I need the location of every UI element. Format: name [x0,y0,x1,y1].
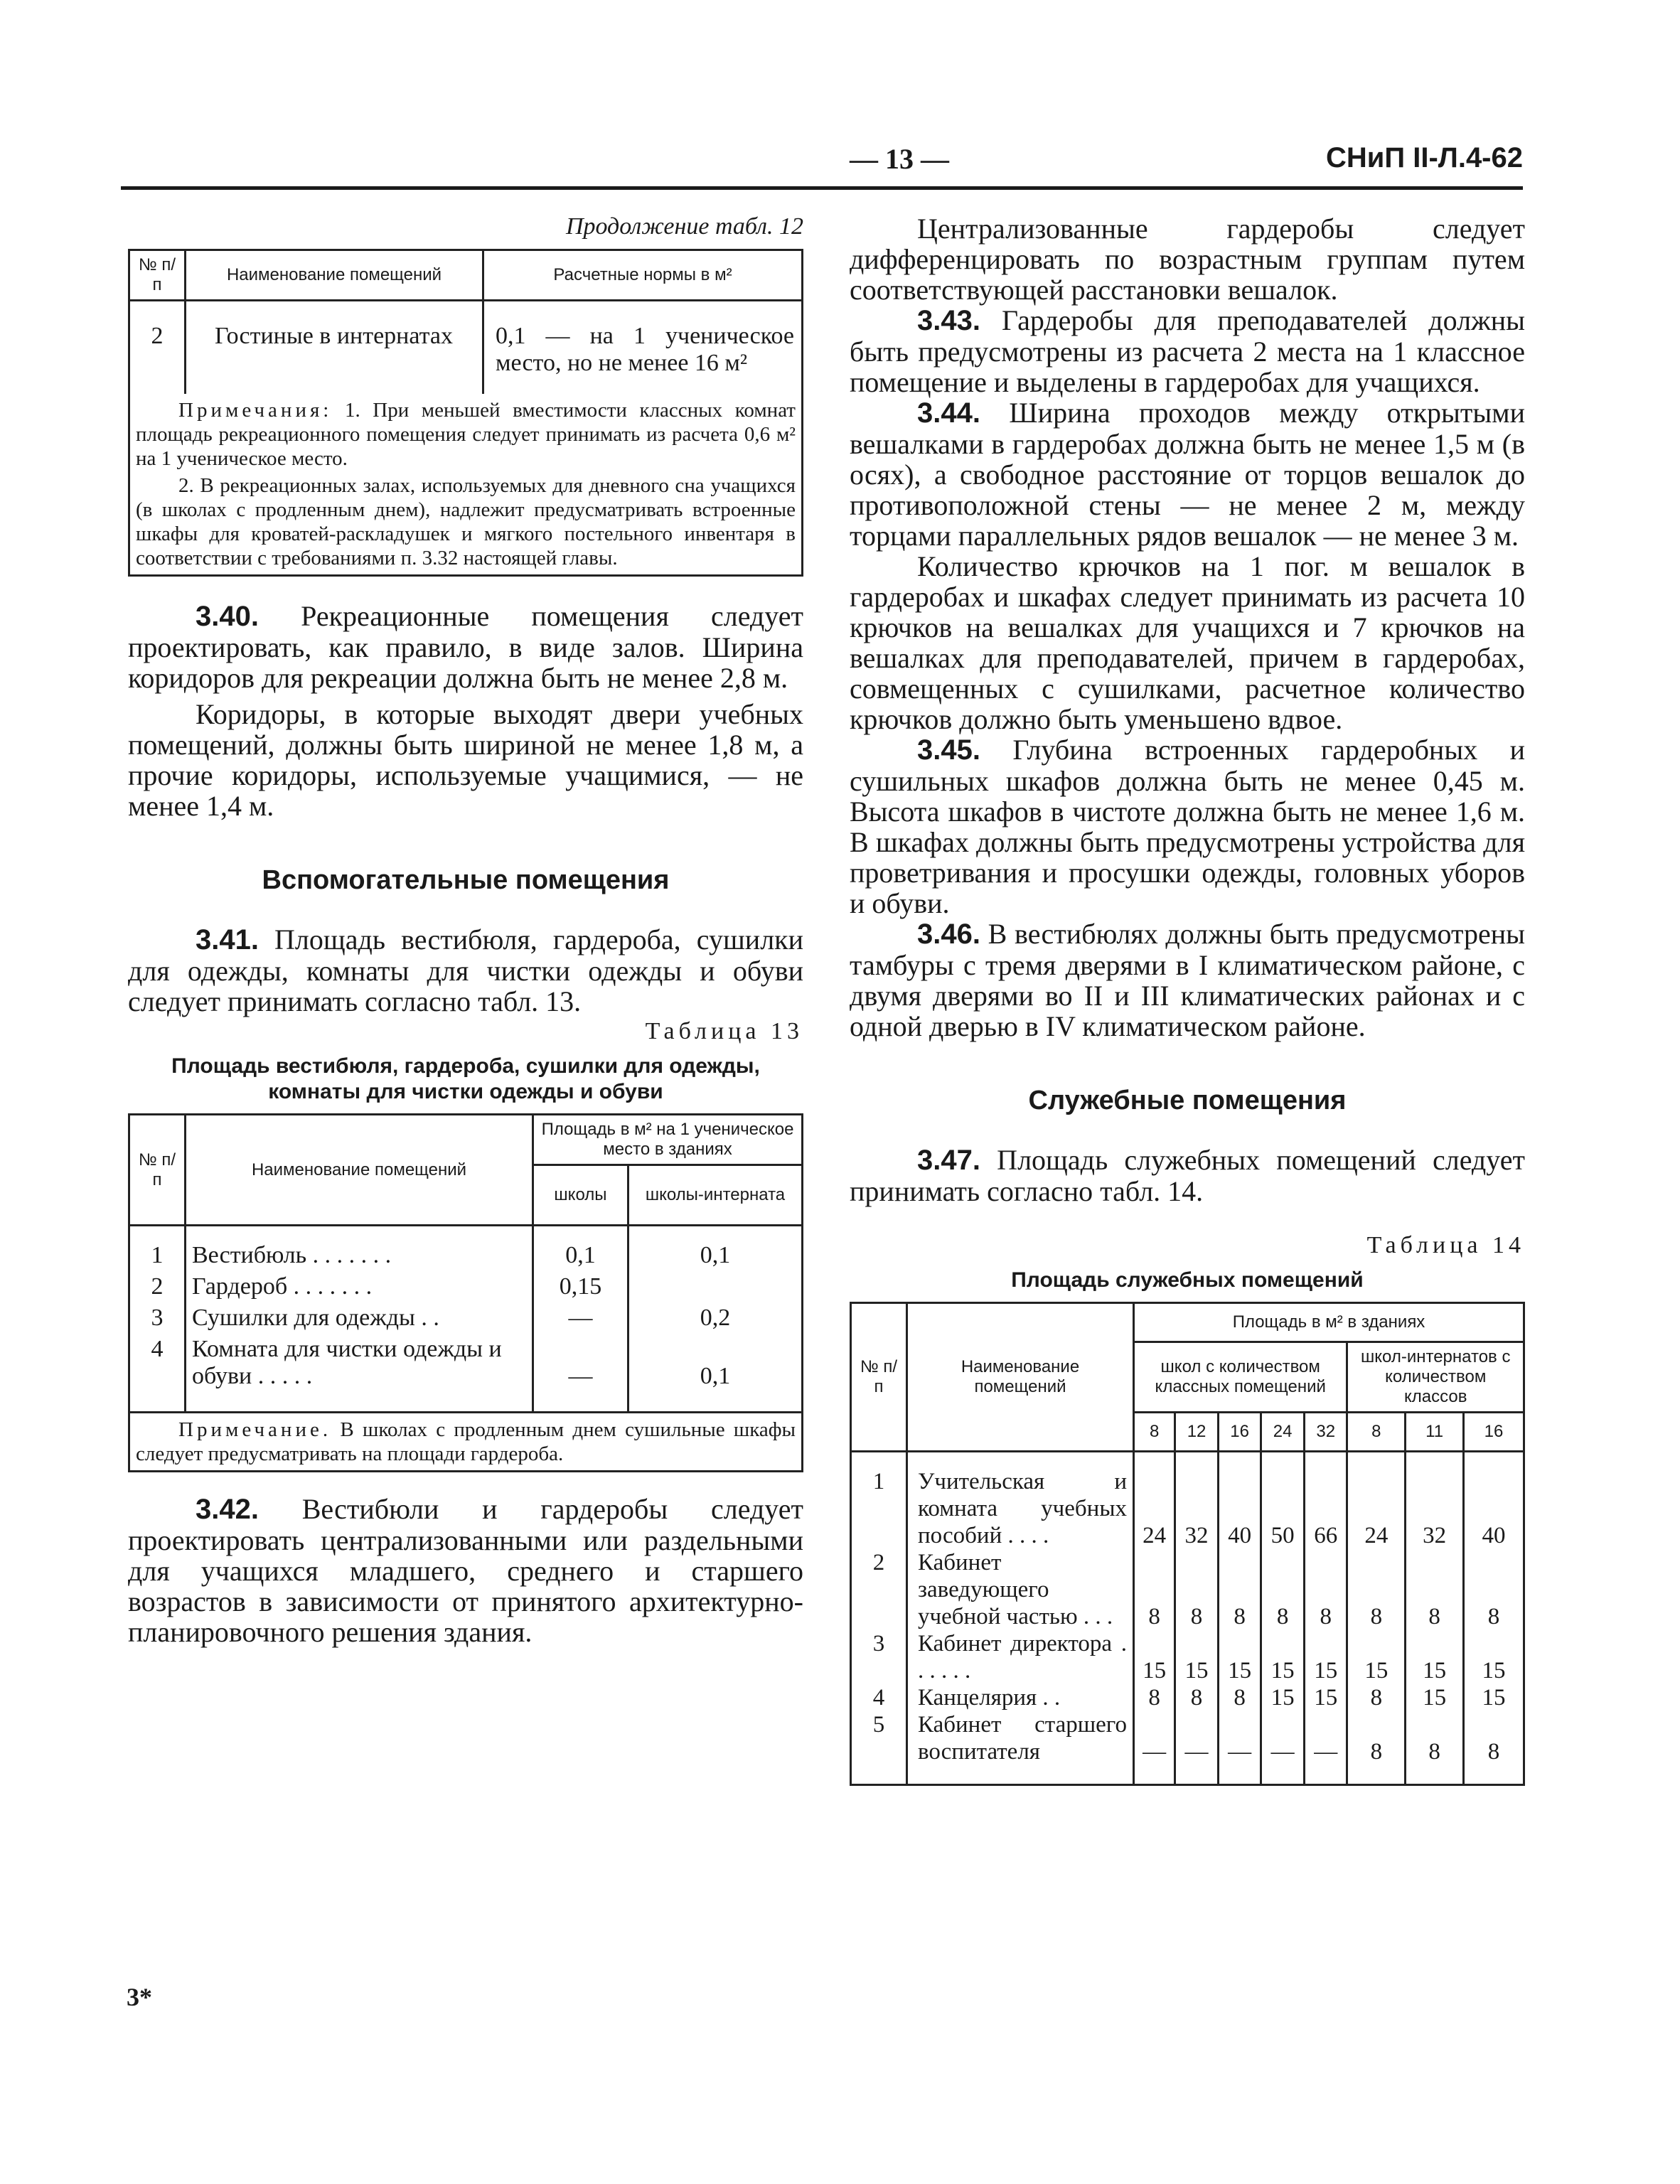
table12-col-num: № п/п [129,250,186,301]
row-value: 8 [1464,1549,1524,1630]
table-row [851,1452,1524,1550]
note-1: Примечания: 1. При меньшей вместимости классных комнат площадь рекреационного помещения следует принимать из расчета 0,6 м² на 1 ученическое место. [136,399,796,470]
row-value: 8 [1304,1549,1347,1630]
table14-col-num: № п/п [851,1303,907,1452]
paragraph-3-40-cont: Коридоры, в которые выходят двери учебных помещений, должны быть шириной не менее 1,8 м, а прочие коридоры, используемые учащимися, — не менее 1,4 м. [128,698,803,822]
table13-title: Площадь вестибюля, гардероба, сушилки для одежды, комнаты для чистки одежды и обуви [171,1054,760,1103]
row-value: 15 [1464,1684,1524,1711]
table13-col-name: Наименование помещений [186,1115,533,1226]
row-num: 5 [851,1711,907,1785]
row-value: 24 [1347,1452,1406,1550]
row-name: Вестибюль . . . . . . . [186,1226,533,1274]
row-value: 15 [1261,1684,1305,1711]
table-row [129,301,803,395]
row-school: — [533,1305,628,1336]
table13-header-top [129,1115,803,1165]
table13-col-boarding: школы-интерната [628,1165,802,1226]
paragraph-3-40: 3.40. Рекреационные помещения следует проектировать, как правило, в виде залов. Ширина коридоров для рекреации должна быть не менее 2,8 м. [128,600,803,694]
row-num: 1 [129,1226,186,1274]
row-value: 8 [1406,1711,1464,1785]
row-value: 8 [1218,1684,1261,1711]
row-value: 40 [1218,1452,1261,1550]
row-name: Гардероб . . . . . . . [186,1273,533,1305]
table-row [129,1226,803,1274]
header-rule [121,186,1523,190]
paragraph-3-41: 3.41. Площадь вестибюля, гардероба, сушилки для одежды, комнаты для чистки одежды и обуви следует принимать согласно табл. 13. [128,924,803,1017]
paragraph-3-44-cont: Количество крючков на 1 пог. м вешалок в гардеробах и шкафах следует принимать из расчета 10 крючков на вешалках для учащихся и 7 крючков на вешалках для преподавателей, причем в гардеробах, совмещенных с сушилками, расчетное количество крючков должно быть уменьшено вдвое. [850,550,1525,735]
note-2: 2. В рекреационных залах, используемых для дневного сна учащихся (в школах с продленным днем), надлежит предусматривать встроенные шкафы для кроватей-раскладушек и мягкого постельного инвентаря в соответствии с требованиями п. 3.32 настоящей главы. [136,474,796,569]
row-num: 3 [851,1630,907,1684]
table14-col-schools: школ с количеством классных помещений [1134,1342,1347,1413]
table14-header-top [851,1303,1524,1342]
row-name: Кабинет директора . . . . . . [907,1630,1134,1684]
table14-body [851,1452,1524,1785]
row-value: 8 [1175,1684,1219,1711]
row-value: 15 [1347,1630,1406,1684]
table14-label: Таблица 14 [1366,1232,1525,1258]
table-row [129,1336,803,1413]
row-value: — [1304,1711,1347,1785]
size-header: 16 [1464,1413,1524,1452]
table12-caption: Продолжение табл. 12 [565,213,803,240]
row-value: 24 [1134,1452,1175,1550]
section-aux-heading: Вспомогательные помещения [262,865,670,895]
left-column [128,213,803,1647]
row-num: 1 [851,1452,907,1550]
row-value: — [1134,1711,1175,1785]
row-boarding: 0,1 [628,1226,802,1274]
row-name: Учительская и комната учебных пособий . . . . [907,1452,1134,1550]
row-boarding [628,1273,802,1305]
table-row [851,1549,1524,1630]
right-column [850,213,1525,1786]
table12-header [129,250,803,301]
table12-col-name: Наименование помещений [186,250,483,301]
row-name: Канцелярия . . [907,1684,1134,1711]
row-num: 4 [129,1336,186,1413]
row-value: 15 [1406,1684,1464,1711]
page-header [121,142,1523,188]
row-norm: 0,1 — на 1 ученическое место, но не менее 16 м² [483,301,803,395]
row-name: Комната для чистки одежды и обуви . . . . . [186,1336,533,1413]
size-header: 11 [1406,1413,1464,1452]
row-value: 8 [1134,1549,1175,1630]
row-value: 8 [1347,1711,1406,1785]
size-header: 8 [1347,1413,1406,1452]
paragraph-3-46: 3.46. В вестибюлях должны быть предусмотрены тамбуры с тремя дверями в I климатическом районе, с двумя дверями во II и III климатических районах и с одной дверью в IV климатическом районе. [850,918,1525,1042]
row-num: 3 [129,1305,186,1336]
table-row [851,1630,1524,1684]
row-school: 0,15 [533,1273,628,1305]
table14-col-boarding: школ-интернатов с количеством классов [1347,1342,1524,1413]
paragraph-3-42: 3.42. Вестибюли и гардеробы следует проектировать централизованными или раздельными для учащихся младшего, среднего и старшего возрастов в зависимости от принятого архитектурно-планировочного решения здания. [128,1493,803,1648]
row-num: 4 [851,1684,907,1711]
row-num: 2 [851,1549,907,1630]
row-value: 40 [1464,1452,1524,1550]
size-header: 16 [1218,1413,1261,1452]
table13-note-row [129,1413,803,1472]
table12-notes [129,394,803,576]
table14-title: Площадь служебных помещений [1011,1268,1364,1292]
paragraph-wardrobes-cont: Централизованные гардеробы следует дифференцировать по возрастным группам путем соответствующей расстановки вешалок. [850,213,1525,306]
row-boarding: 0,2 [628,1305,802,1336]
row-value: — [1175,1711,1219,1785]
row-value: — [1218,1711,1261,1785]
paragraph-3-44: 3.44. Ширина проходов между открытыми вешалками в гардеробах должна быть не менее 1,5 м (в осях), а свободное расстояние от торцов вешалок до противоположной стены — не менее 2 м, между торцами параллельных рядов вешалок — не менее 3 м. [850,397,1525,552]
table14-col-area: Площадь в м² в зданиях [1134,1303,1524,1342]
table12 [128,249,803,577]
row-name: Сушилки для одежды . . [186,1305,533,1336]
row-school: 0,1 [533,1226,628,1274]
row-value: 66 [1304,1452,1347,1550]
row-value: — [1261,1711,1305,1785]
row-value: 32 [1406,1452,1464,1550]
size-header: 32 [1304,1413,1347,1452]
signature-mark: 3* [127,1983,152,2011]
row-value: 8 [1464,1711,1524,1785]
section-service-heading: Служебные помещения [1028,1086,1347,1115]
size-header: 8 [1134,1413,1175,1452]
row-value: 15 [1304,1630,1347,1684]
table-row [129,1305,803,1336]
page-number: — 13 — [850,143,949,175]
row-value: 32 [1175,1452,1219,1550]
row-value: 8 [1175,1549,1219,1630]
table13 [128,1113,803,1472]
row-value: 8 [1134,1684,1175,1711]
row-school: — [533,1336,628,1413]
table14-col-name: Наименование помещений [907,1303,1134,1452]
paragraph-3-43: 3.43. Гардеробы для преподавателей должны быть предусмотрены из расчета 2 места на 1 классное помещение и выделены в гардеробах для учащихся. [850,304,1525,398]
row-value: 8 [1261,1549,1305,1630]
table13-col-school: школы [533,1165,628,1226]
paragraph-3-45: 3.45. Глубина встроенных гардеробных и сушильных шкафов должна быть не менее 0,45 м. Высота шкафов в чистоте должна быть не менее 1,6 м. В шкафах должны быть предусмотрены устройства для проветривания и просушки одежды, головных уборов и обуви. [850,734,1525,919]
row-value: 15 [1464,1630,1524,1684]
table-row [129,1273,803,1305]
table13-col-num: № п/п [129,1115,186,1226]
row-value: 15 [1218,1630,1261,1684]
row-value: 8 [1406,1549,1464,1630]
row-boarding: 0,1 [628,1336,802,1413]
row-name: Кабинет старшего воспитателя [907,1711,1134,1785]
row-name: Кабинет заведующего учебной частью . . . [907,1549,1134,1630]
row-value: 8 [1347,1549,1406,1630]
row-value: 15 [1175,1630,1219,1684]
table-row [851,1684,1524,1711]
table13-col-area: Площадь в м² на 1 ученическое место в зданиях [533,1115,803,1165]
table12-notes-row [129,394,803,576]
row-value: 15 [1406,1630,1464,1684]
table13-note: Примечание. В школах с продленным днем сушильные шкафы следует предусматривать на площади гардероба. [129,1413,803,1472]
document-code: СНиП II-Л.4-62 [1325,142,1523,173]
row-value: 15 [1261,1630,1305,1684]
row-name: Гостиные в интернатах [186,301,483,395]
table13-label: Таблица 13 [645,1018,803,1044]
row-value: 8 [1218,1549,1261,1630]
table12-col-norm: Расчетные нормы в м² [483,250,803,301]
row-value: 8 [1347,1684,1406,1711]
row-num: 2 [129,1273,186,1305]
row-value: 50 [1261,1452,1305,1550]
paragraph-3-47: 3.47. Площадь служебных помещений следует принимать согласно табл. 14. [850,1144,1525,1207]
row-value: 15 [1134,1630,1175,1684]
size-header: 24 [1261,1413,1305,1452]
table14 [850,1302,1525,1786]
row-value: 15 [1304,1684,1347,1711]
table-row [851,1711,1524,1785]
size-header: 12 [1175,1413,1219,1452]
row-num: 2 [129,301,186,395]
